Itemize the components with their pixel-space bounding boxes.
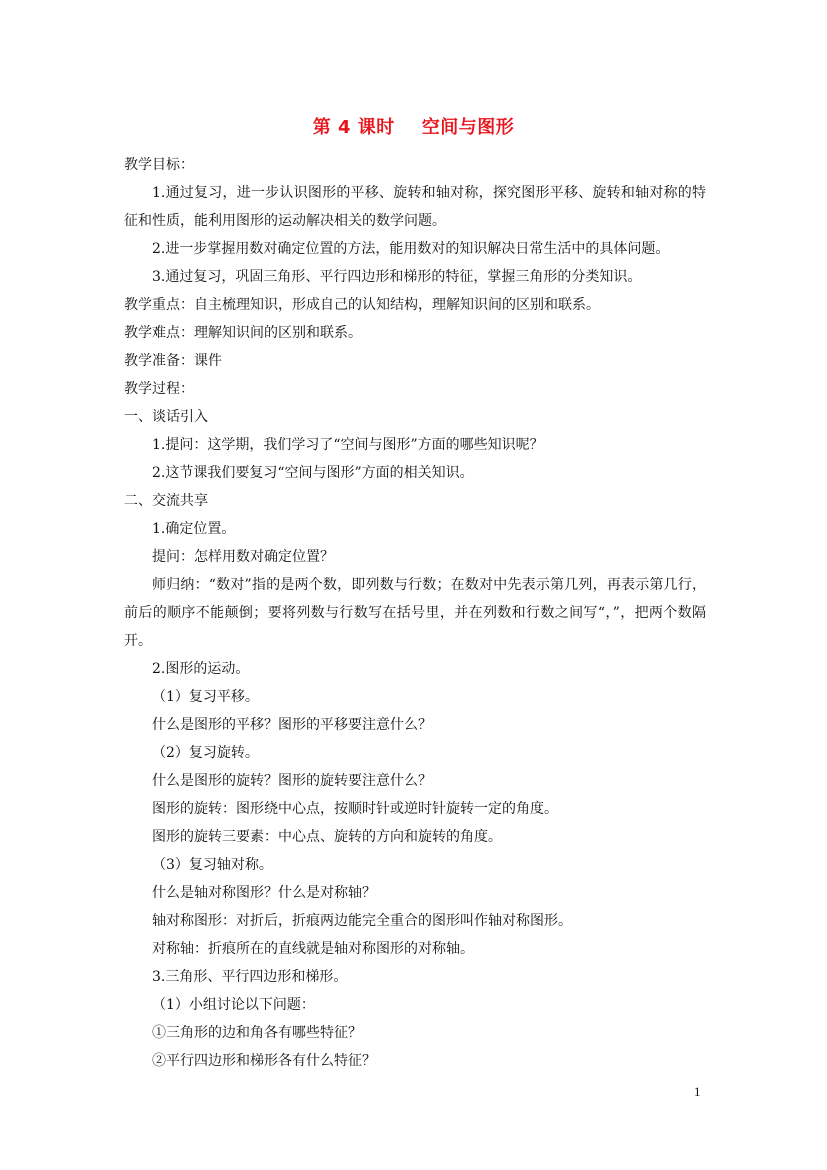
section-2-heading: 二、交流共享 <box>124 493 208 509</box>
rotation-heading: （2）复习旋转。 <box>152 745 259 761</box>
position-heading: 1.确定位置。 <box>152 521 236 537</box>
symmetry-axis-definition: 对称轴：折痕所在的直线就是轴对称图形的对称轴。 <box>152 941 474 957</box>
teacher-summary: 师归纳：“数对”指的是两个数，即列数与行数；在数对中先表示第几列，再表示第几行，前后的顺序不能颠倒；要将列数与行数写在括号里，并在列数和行数之间写“，”，把两个数隔开。 <box>124 577 706 649</box>
shapes-heading: 3.三角形、平行四边形和梯形。 <box>152 969 348 985</box>
motion-heading: 2.图形的运动。 <box>152 661 250 677</box>
goal-2: 2.进一步掌握用数对确定位置的方法，能用数对的知识解决日常生活中的具体问题。 <box>152 241 670 257</box>
translation-question: 什么是图形的平移？图形的平移要注意什么？ <box>152 717 432 733</box>
section-1-heading: 一、谈话引入 <box>124 409 208 425</box>
goal-1: 1.通过复习，进一步认识图形的平移、旋转和轴对称，探究图形平移、旋转和轴对称的特征和性质，能利用图形的运动解决相关的数学问题。 <box>124 185 706 229</box>
process-heading: 教学过程： <box>124 381 194 397</box>
section-1-item-2: 2.这节课我们要复习“空间与图形”方面的相关知识。 <box>152 465 474 481</box>
rotation-definition: 图形的旋转：图形绕中心点，按顺时针或逆时针旋转一定的角度。 <box>152 801 558 817</box>
rotation-question: 什么是图形的旋转？图形的旋转要注意什么？ <box>152 773 432 789</box>
symmetric-figure-definition: 轴对称图形：对折后，折痕两边能完全重合的图形叫作轴对称图形。 <box>152 913 572 929</box>
section-1-item-1: 1.提问：这学期，我们学习了“空间与图形”方面的哪些知识呢？ <box>152 437 544 453</box>
difficult-points: 教学难点：理解知识间的区别和联系。 <box>124 325 362 341</box>
translation-heading: （1）复习平移。 <box>152 689 259 705</box>
rotation-elements: 图形的旋转三要素：中心点、旋转的方向和旋转的角度。 <box>152 829 502 845</box>
symmetry-heading: （3）复习轴对称。 <box>152 857 273 873</box>
page-number: 1 <box>694 1084 701 1099</box>
group-discussion: （1）小组讨论以下问题： <box>152 997 315 1013</box>
goal-3: 3.通过复习，巩固三角形、平行四边形和梯形的特征，掌握三角形的分类知识。 <box>152 269 642 285</box>
lesson-body <box>124 151 706 1075</box>
key-points: 教学重点：自主梳理知识，形成自己的认知结构，理解知识间的区别和联系。 <box>124 297 600 313</box>
position-question: 提问：怎样用数对确定位置？ <box>152 549 334 565</box>
teaching-goals-heading: 教学目标： <box>124 157 194 173</box>
preparation: 教学准备：课件 <box>124 353 222 369</box>
symmetry-question: 什么是轴对称图形？什么是对称轴？ <box>152 885 376 901</box>
question-2: ②平行四边形和梯形各有什么特征？ <box>152 1053 376 1069</box>
lesson-title: 第 4 课时 空间与图形 <box>312 117 515 138</box>
question-1: ①三角形的边和角各有哪些特征？ <box>152 1025 362 1041</box>
